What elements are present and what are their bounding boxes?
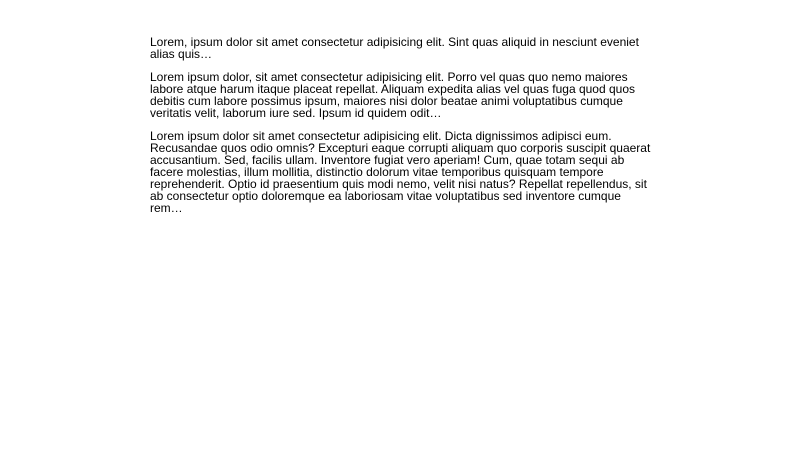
paragraph-3: Lorem ipsum dolor sit amet consectetur adipisicing elit. Dicta dignissimos adipisci eum. Recusandae quos odio omnis? Excepturi eaque corrupti aliquam quo corporis suscipit quaerat accusantium. Sed, facilis ullam. Inventore fugiat vero aperiam! Cum, quae totam sequi ab facere molestias, illum mollitia, distinctio dolorum vitae temporibus quisquam tempore reprehenderit. Optio id praesentium quis modi nemo, velit nisi natus? Repellat repellendus, sit ab consectetur optio doloremque ea laboriosam vitae voluptatibus sed inventore cumque rem… bbox=[150, 129, 651, 215]
text-content bbox=[150, 36, 656, 225]
paragraph-1: Lorem, ipsum dolor sit amet consectetur adipisicing elit. Sint quas aliquid in nesciunt eveniet alias quis… bbox=[150, 35, 639, 61]
paragraph-2: Lorem ipsum dolor, sit amet consectetur adipisicing elit. Porro vel quas quo nemo maiores labore atque harum itaque placeat repellat. Aliquam expedita alias vel quas fuga quod quos debitis cum labore possimus ipsum, maiores nisi dolor beatae animi voluptatibus cumque veritatis velit, laborum iure sed. Ipsum id quidem odit… bbox=[150, 70, 635, 120]
